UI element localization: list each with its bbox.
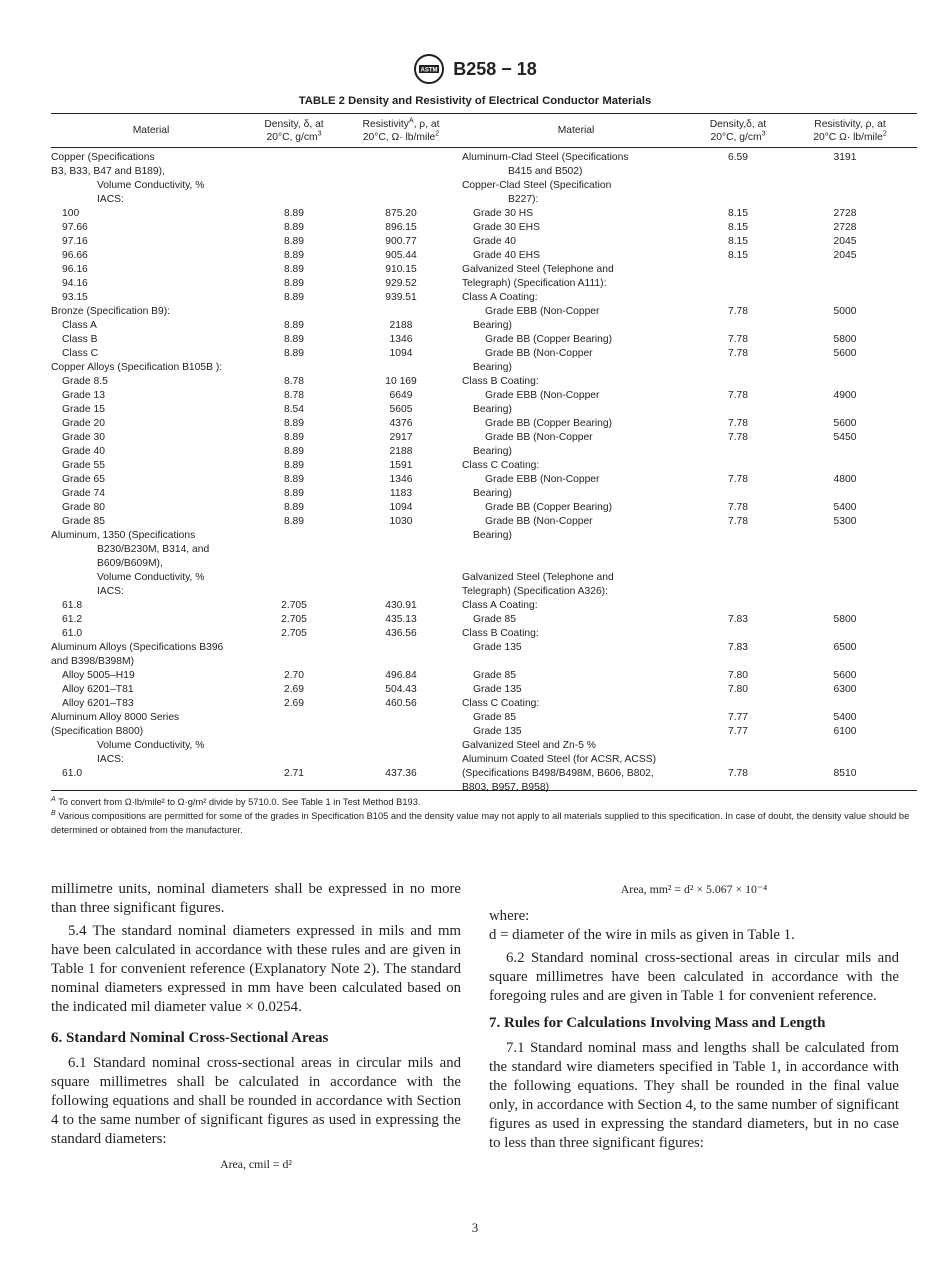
resistivity-cell: 460.56 — [385, 698, 417, 709]
material-cell: IACS: — [97, 194, 124, 205]
material-cell: Grade 135 — [473, 726, 522, 737]
density-cell: 8.54 — [283, 404, 305, 415]
resistivity-cell: 5400 — [833, 712, 857, 723]
table-header-row — [51, 114, 917, 148]
density-cell: 8.15 — [727, 222, 749, 233]
density-cell: 8.89 — [283, 264, 305, 275]
resistivity-cell: 905.44 — [385, 250, 417, 261]
density-cell: 8.89 — [283, 292, 305, 303]
density-cell: 2.705 — [281, 600, 307, 611]
table-row — [51, 221, 917, 235]
material-cell: Grade EBB (Non-Copper — [485, 390, 600, 401]
material-cell: Grade 30 — [62, 432, 105, 443]
material-cell: Grade BB (Non-Copper — [485, 432, 593, 443]
density-cell: 8.89 — [283, 432, 305, 443]
density-cell: 2.69 — [283, 698, 305, 709]
table-row — [51, 571, 917, 585]
resistivity-cell: 5000 — [833, 306, 857, 317]
paragraph-7-1: 7.1 Standard nominal mass and lengths shall be calculated from the standard wire diameters specified in Table 1, in accordance with the following equations. They shall be rounded in the final value only, in accordance with Section 4, to the same number of significant figures as used in expressing the standard diameters, but in no case to less than three significant figures: — [489, 1040, 899, 1151]
material-cell: Class C — [62, 348, 99, 359]
density-cell: 8.78 — [283, 376, 305, 387]
table-row — [51, 767, 917, 781]
resistivity-cell: 504.43 — [385, 684, 417, 695]
material-cell: Class B Coating: — [462, 376, 539, 387]
resistivity-cell: 1591 — [389, 460, 413, 471]
material-cell: (Specifications B498/B498M, B606, B802, — [462, 768, 654, 779]
resistivity-cell: 1346 — [389, 334, 413, 345]
density-cell: 7.78 — [727, 390, 749, 401]
material-cell: Copper (Specifications — [51, 152, 155, 163]
material-cell: Grade 30 HS — [473, 208, 534, 219]
resistivity-cell: 4900 — [833, 390, 857, 401]
table-row — [51, 263, 917, 277]
material-cell: B3, B33, B47 and B189), — [51, 166, 165, 177]
density-cell: 8.89 — [283, 418, 305, 429]
table-row — [51, 235, 917, 249]
material-cell: Copper Alloys (Specification B105B ): — [51, 362, 223, 373]
material-cell: Grade BB (Copper Bearing) — [485, 502, 613, 513]
footnote-b: $^B$ Various compositions are permitted for some of the grades in Specification B105 and the density value may not apply to all materials supplied to this specification. In case of doubt, the density value should be determined or obtained from the manufacturer. — [51, 809, 910, 835]
material-cell: Grade 40 EHS — [473, 250, 540, 261]
material-cell: Grade 85 — [473, 712, 516, 723]
table-row — [51, 501, 917, 515]
material-cell: Class B Coating: — [462, 628, 539, 639]
density-cell: 2.69 — [283, 684, 305, 695]
resistivity-cell: 5400 — [833, 502, 857, 513]
density-cell: 8.78 — [283, 390, 305, 401]
density-cell: 8.89 — [283, 222, 305, 233]
resistivity-cell: 2188 — [389, 320, 413, 331]
material-cell: Volume Conductivity, % — [97, 572, 205, 583]
equation-area-mm2: Area, mm² = d² × 5.067 × 10⁻⁴ — [620, 882, 768, 896]
material-cell: Aluminum Coated Steel (for ACSR, ACSS) — [462, 754, 657, 765]
table-row — [51, 459, 917, 473]
material-cell: 96.16 — [62, 264, 88, 275]
material-cell: Bearing) — [473, 362, 512, 373]
table-footnotes — [51, 795, 917, 837]
material-cell: Grade EBB (Non-Copper — [485, 474, 600, 485]
material-cell: Aluminum Alloys (Specifications B396 — [51, 642, 224, 653]
material-cell: IACS: — [97, 586, 124, 597]
material-cell: Galvanized Steel and Zn-5 % — [462, 740, 596, 751]
density-cell: 7.78 — [727, 334, 749, 345]
paragraph-6-1: 6.1 Standard nominal cross-sectional areas in circular mils and square millimetres shall be calculated in accordance with the following equations and shall be rounded in accordance with Section 4 to the same number of significant figures as used in expressing the standard diameters: — [51, 1055, 461, 1147]
material-cell: Alloy 6201–T83 — [62, 698, 134, 709]
resistivity-cell: 5605 — [389, 404, 413, 415]
astm-logo-icon — [413, 53, 445, 85]
resistivity-cell: 5450 — [833, 432, 857, 443]
resistivity-cell: 6500 — [833, 642, 857, 653]
material-cell: Grade 65 — [62, 474, 105, 485]
density-cell: 8.89 — [283, 502, 305, 513]
header-material: Material — [132, 125, 170, 136]
material-cell: Grade 15 — [62, 404, 105, 415]
material-cell: Grade BB (Copper Bearing) — [485, 334, 613, 345]
material-cell: B803, B957, B958) — [462, 782, 550, 793]
material-cell: Grade 40 — [473, 236, 516, 247]
table-row — [51, 627, 917, 641]
table-row — [51, 697, 917, 711]
logo-text: ASTM — [420, 67, 438, 74]
paragraph-6-2: 6.2 Standard nominal cross-sectional areas in circular mils and square millimetres have been calculated in accordance with the foregoing rules and are given in Table 1 for convenient reference. — [489, 950, 899, 1004]
table-row — [51, 347, 917, 361]
material-cell: Grade BB (Non-Copper — [485, 348, 593, 359]
table-row — [51, 291, 917, 305]
left-text-column — [51, 880, 461, 1174]
resistivity-cell: 10 169 — [385, 376, 417, 387]
material-cell: B230/B230M, B314, and — [97, 544, 210, 555]
resistivity-cell: 2045 — [833, 250, 857, 261]
material-cell: 93.15 — [62, 292, 88, 303]
page-number: 3 — [471, 1220, 479, 1235]
resistivity-cell: 929.52 — [385, 278, 417, 289]
table-row — [51, 207, 917, 221]
table-row — [51, 179, 917, 193]
material-cell: 97.66 — [62, 222, 88, 233]
density-cell: 7.78 — [727, 348, 749, 359]
material-cell: Bearing) — [473, 320, 512, 331]
material-cell: Grade 13 — [62, 390, 105, 401]
table-row — [51, 389, 917, 403]
table-row — [51, 473, 917, 487]
material-cell: Bearing) — [473, 530, 512, 541]
material-cell: Grade 30 EHS — [473, 222, 540, 233]
resistivity-cell: 435.13 — [385, 614, 417, 625]
table-row — [51, 613, 917, 627]
header-density: Density, δ, at 20°C, $g/cm^3$ — [264, 118, 324, 143]
material-cell: Bearing) — [473, 446, 512, 457]
table-row — [51, 305, 917, 319]
material-cell: Grade 8.5 — [62, 376, 108, 387]
density-cell: 7.78 — [727, 516, 749, 527]
material-cell: Grade 85 — [62, 516, 105, 527]
table-row — [51, 417, 917, 431]
density-cell: 7.80 — [727, 684, 749, 695]
material-cell: Grade 135 — [473, 642, 522, 653]
material-cell: Galvanized Steel (Telephone and — [462, 572, 614, 583]
resistivity-cell: 6300 — [833, 684, 857, 695]
table-row — [51, 641, 917, 655]
resistivity-cell: 4800 — [833, 474, 857, 485]
material-cell: Grade EBB (Non-Copper — [485, 306, 600, 317]
header-resistivity-2: Resistivity, ρ, at 20°C Ω· lb/mile$^2$ — [813, 118, 887, 143]
resistivity-cell: 1094 — [389, 502, 413, 513]
resistivity-cell: 3191 — [833, 152, 857, 163]
resistivity-cell: 5600 — [833, 418, 857, 429]
table-row — [51, 361, 917, 375]
resistivity-cell: 5300 — [833, 516, 857, 527]
resistivity-cell: 875.20 — [385, 208, 417, 219]
density-cell: 2.71 — [283, 768, 305, 779]
standard-designation: B258 − 18 — [453, 58, 537, 79]
material-cell: Bearing) — [473, 488, 512, 499]
where-definition: d = diameter of the wire in mils as given in Table 1. — [489, 927, 795, 943]
equation-area-cmil: Area, cmil = d² — [220, 1157, 292, 1171]
density-cell: 8.89 — [283, 516, 305, 527]
material-cell: 94.16 — [62, 278, 88, 289]
material-cell: Class C Coating: — [462, 460, 540, 471]
material-cell: 100 — [62, 208, 80, 219]
section-7-heading: 7. Rules for Calculations Involving Mass and Length — [489, 1015, 826, 1031]
header-material-2: Material — [557, 125, 595, 136]
material-cell: 61.8 — [62, 600, 83, 611]
density-cell: 2.705 — [281, 628, 307, 639]
table-row — [51, 277, 917, 291]
material-cell: 61.0 — [62, 628, 83, 639]
density-cell: 7.78 — [727, 306, 749, 317]
resistivity-cell: 2188 — [389, 446, 413, 457]
resistivity-cell: 910.15 — [385, 264, 417, 275]
density-cell: 8.89 — [283, 236, 305, 247]
table-row — [51, 403, 917, 417]
resistivity-cell: 430.91 — [385, 600, 417, 611]
resistivity-cell: 4376 — [389, 418, 413, 429]
table-row — [51, 515, 917, 529]
resistivity-cell: 437.36 — [385, 768, 417, 779]
section-6-heading: 6. Standard Nominal Cross-Sectional Areas — [51, 1030, 329, 1046]
material-cell: B227): — [508, 194, 539, 205]
material-cell: Aluminum Alloy 8000 Series — [51, 712, 180, 723]
table-row — [51, 487, 917, 501]
where-label: where: — [489, 908, 530, 924]
density-cell: 8.89 — [283, 348, 305, 359]
density-cell: 7.78 — [727, 432, 749, 443]
table-row — [51, 669, 917, 683]
paragraph-5-3-continued: millimetre units, nominal diameters shall be expressed in no more than three significant figures. — [51, 881, 461, 916]
resistivity-cell: 939.51 — [385, 292, 417, 303]
density-cell: 7.78 — [727, 418, 749, 429]
material-cell: Grade 85 — [473, 670, 516, 681]
resistivity-cell: 5600 — [833, 348, 857, 359]
table-row — [51, 781, 917, 795]
material-cell: 61.0 — [62, 768, 83, 779]
material-cell: Grade 85 — [473, 614, 516, 625]
density-cell: 8.89 — [283, 250, 305, 261]
table-row — [51, 683, 917, 697]
density-cell: 7.80 — [727, 670, 749, 681]
density-cell: 8.89 — [283, 208, 305, 219]
material-cell: Grade BB (Copper Bearing) — [485, 418, 613, 429]
table-row — [51, 753, 917, 767]
table-row — [51, 249, 917, 263]
right-text-column — [489, 880, 899, 1153]
table-row — [51, 739, 917, 753]
table-row — [51, 725, 917, 739]
header-resistivity: Resistivity$^A$, ρ, at 20°C, Ω· lb/mile$^2$ — [362, 117, 440, 143]
table-row — [51, 319, 917, 333]
resistivity-cell: 1094 — [389, 348, 413, 359]
table-row — [51, 165, 917, 179]
footnote-a: $^A$ To convert from Ω·lb/mile² to Ω·g/m² divide by 5710.0. See Table 1 in Test Method B193. — [51, 795, 421, 807]
resistivity-cell: 2045 — [833, 236, 857, 247]
table-row — [51, 655, 917, 669]
material-cell: 96.66 — [62, 250, 88, 261]
density-cell: 8.15 — [727, 250, 749, 261]
material-cell: Alloy 6201–T81 — [62, 684, 134, 695]
resistivity-cell: 6100 — [833, 726, 857, 737]
density-cell: 7.83 — [727, 614, 749, 625]
material-cell: Galvanized Steel (Telephone and — [462, 264, 614, 275]
header-density-2: Density,δ, at 20°C, $g/cm^3$ — [709, 118, 767, 143]
table-row — [51, 585, 917, 599]
density-cell: 7.83 — [727, 642, 749, 653]
density-resistivity-table — [51, 113, 917, 791]
table-row — [51, 711, 917, 725]
page-header — [0, 52, 950, 86]
material-cell: Class A Coating: — [462, 600, 538, 611]
resistivity-cell: 1030 — [389, 516, 413, 527]
table-row — [51, 543, 917, 557]
resistivity-cell: 2917 — [389, 432, 413, 443]
density-cell: 6.59 — [727, 152, 749, 163]
resistivity-cell: 5600 — [833, 670, 857, 681]
density-cell: 7.78 — [727, 474, 749, 485]
material-cell: Aluminum-Clad Steel (Specifications — [462, 152, 629, 163]
density-cell: 8.89 — [283, 460, 305, 471]
material-cell: Grade 80 — [62, 502, 105, 513]
material-cell: Class B — [62, 334, 98, 345]
table-row — [51, 375, 917, 389]
density-cell: 8.89 — [283, 446, 305, 457]
resistivity-cell: 436.56 — [385, 628, 417, 639]
material-cell: Grade 74 — [62, 488, 105, 499]
table-row — [51, 599, 917, 613]
material-cell: Bearing) — [473, 404, 512, 415]
resistivity-cell: 1183 — [389, 488, 413, 499]
table-row — [51, 431, 917, 445]
resistivity-cell: 496.84 — [385, 670, 417, 681]
material-cell: Volume Conductivity, % — [97, 180, 205, 191]
material-cell: Class A — [62, 320, 97, 331]
density-cell: 7.77 — [727, 726, 749, 737]
material-cell: 97.16 — [62, 236, 88, 247]
table-row — [51, 445, 917, 459]
density-cell: 7.78 — [727, 768, 749, 779]
resistivity-cell: 1346 — [389, 474, 413, 485]
resistivity-cell: 6649 — [389, 390, 413, 401]
material-cell: Grade 20 — [62, 418, 105, 429]
material-cell: Telegraph) (Specification A111): — [462, 278, 607, 289]
density-cell: 8.89 — [283, 474, 305, 485]
table-row — [51, 193, 917, 207]
resistivity-cell: 896.15 — [385, 222, 417, 233]
density-cell: 8.15 — [727, 208, 749, 219]
paragraph-5-4: 5.4 The standard nominal diameters expressed in mils and mm have been calculated in accordance with these rules and are given in Table 1 for convenient reference (Explanatory Note 2). The standard nominal diameters expressed in mm have been calculated based on the indicated mil diameter value × 0.0254. — [51, 923, 461, 1015]
table-row — [51, 557, 917, 571]
table-row — [51, 529, 917, 543]
material-cell: 61.2 — [62, 614, 83, 625]
resistivity-cell: 2728 — [833, 222, 857, 233]
density-cell: 7.78 — [727, 502, 749, 513]
material-cell: B609/B609M), — [97, 558, 163, 569]
material-cell: and B398/B398M) — [51, 656, 135, 667]
material-cell: B415 and B502) — [508, 166, 583, 177]
resistivity-cell: 8510 — [833, 768, 857, 779]
table-row — [51, 151, 917, 165]
density-cell: 8.89 — [283, 320, 305, 331]
density-cell: 8.89 — [283, 278, 305, 289]
material-cell: Volume Conductivity, % — [97, 740, 205, 751]
material-cell: (Specification B800) — [51, 726, 144, 737]
resistivity-cell: 2728 — [833, 208, 857, 219]
material-cell: Class C Coating: — [462, 698, 540, 709]
material-cell: Grade 135 — [473, 684, 522, 695]
density-cell: 8.89 — [283, 334, 305, 345]
density-cell: 7.77 — [727, 712, 749, 723]
density-cell: 2.705 — [281, 614, 307, 625]
table-title: TABLE 2 Density and Resistivity of Electrical Conductor Materials — [298, 95, 652, 107]
density-cell: 2.70 — [283, 670, 305, 681]
resistivity-cell: 5800 — [833, 334, 857, 345]
material-cell: Bronze (Specification B9): — [51, 306, 171, 317]
material-cell: IACS: — [97, 754, 124, 765]
material-cell: Grade BB (Non-Copper — [485, 516, 593, 527]
material-cell: Grade 55 — [62, 460, 105, 471]
density-cell: 8.89 — [283, 488, 305, 499]
material-cell: Class A Coating: — [462, 292, 538, 303]
resistivity-cell: 900.77 — [385, 236, 417, 247]
resistivity-cell: 5800 — [833, 614, 857, 625]
density-cell: 8.15 — [727, 236, 749, 247]
material-cell: Alloy 5005–H19 — [62, 670, 135, 681]
material-cell: Aluminum, 1350 (Specifications — [51, 530, 196, 541]
table-row — [51, 333, 917, 347]
material-cell: Copper-Clad Steel (Specification — [462, 180, 612, 191]
material-cell: Telegraph) (Specification A326): — [462, 586, 608, 597]
material-cell: Grade 40 — [62, 446, 105, 457]
